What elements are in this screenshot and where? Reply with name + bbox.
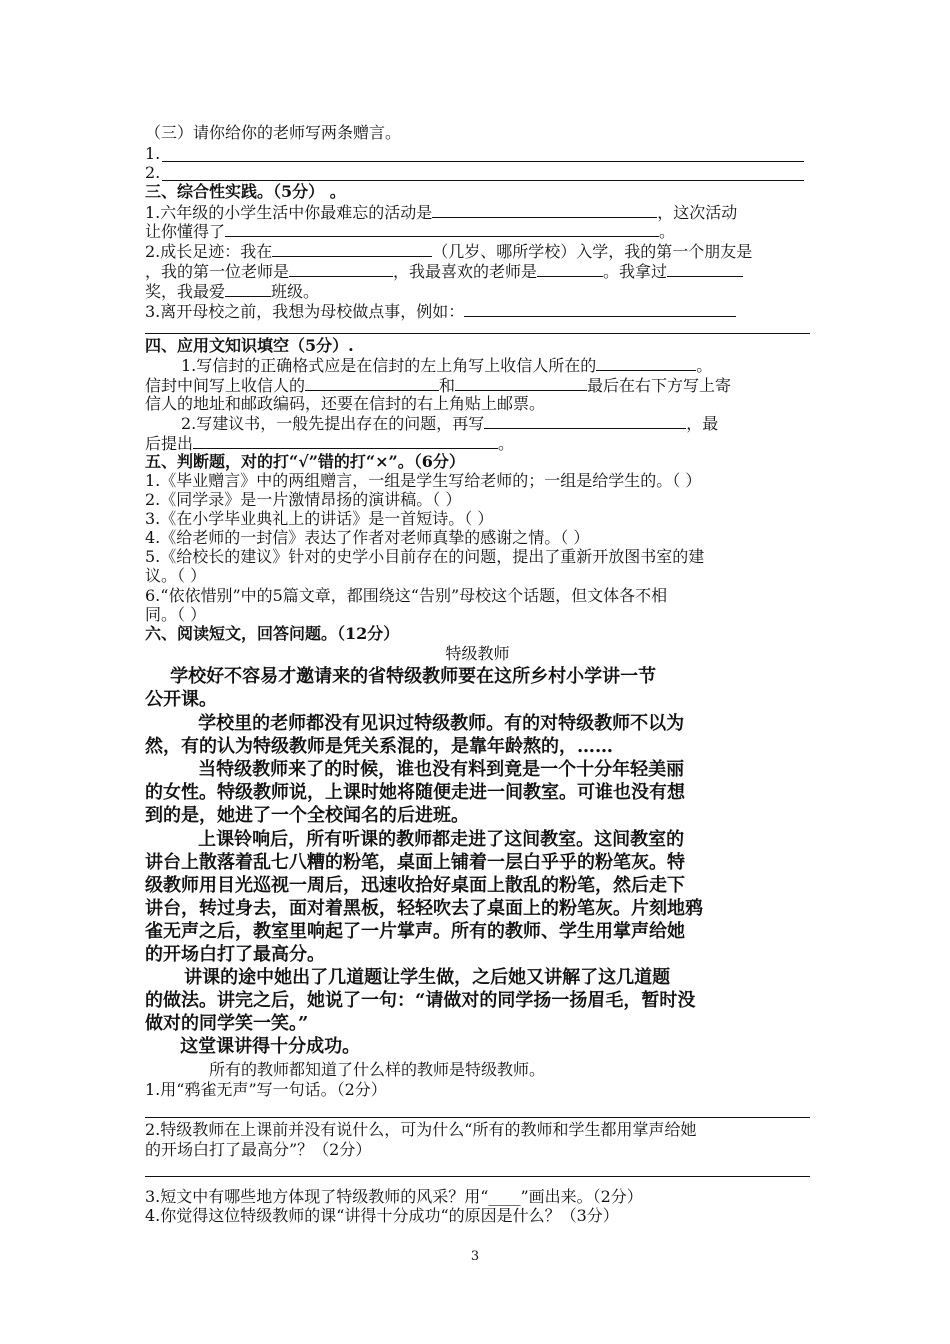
fill-blank <box>225 281 271 297</box>
fill-blank <box>305 375 439 391</box>
fill-blank <box>464 301 736 317</box>
item-number: 1. <box>145 144 161 163</box>
blank-line <box>145 1176 810 1177</box>
fill-blank <box>193 433 498 449</box>
practice-line: 让你懂得了 。 <box>145 222 676 241</box>
judge-item: 议。（ ） <box>145 566 207 585</box>
letter-line: 1.写信封的正确格式应是在信封的左上角写上收信人所在的 。 <box>181 356 713 375</box>
blank-line <box>145 333 810 334</box>
blank-line <box>162 180 804 181</box>
reading-question: 的开场白打了最高分”？（2分） <box>145 1140 372 1159</box>
blank-line <box>145 1117 810 1118</box>
fill-blank <box>225 221 659 237</box>
story-line: 的女性。特级教师说，上课时她将随便走进一间教室。可谁也没有想 <box>145 782 685 803</box>
story-line: 做对的同学笑一笑。” <box>145 1013 309 1034</box>
practice-line: 1.六年级的小学生活中你最难忘的活动是 ，这次活动 <box>145 203 738 222</box>
item-number: 2. <box>145 163 161 182</box>
judge-item: 1.《毕业赠言》中的两组赠言，一组是学生写给老师的；一组是给学生的。（ ） <box>145 471 702 490</box>
story-line: 所有的教师都知道了什么样的教师是特级教师。 <box>209 1060 546 1079</box>
reading-question: 4.你觉得这位特级教师的课“讲得十分成功“的原因是什么？（3分） <box>145 1206 619 1225</box>
judge-item: 5.《给校长的建议》针对的史学小目前存在的问题，提出了重新开放图书室的建 <box>145 547 705 566</box>
story-line: 当特级教师来了的时候，谁也没有料到竟是一个十分年轻美丽 <box>173 759 685 780</box>
section-heading: 六、阅读短文，回答问题。（12分） <box>145 624 400 643</box>
section-heading: 三、综合性实践。（5分） 。 <box>145 182 346 201</box>
blank-line <box>162 161 804 162</box>
story-line: 学校里的老师都没有见识过特级教师。有的对特级教师不以为 <box>173 713 685 734</box>
story-line: 公开课。 <box>145 689 217 710</box>
story-line: 学校好不容易才邀请来的省特级教师要在这所乡村小学讲一节 <box>145 666 657 687</box>
fill-blank <box>289 261 393 277</box>
reading-question: 3.短文中有哪些地方体现了特级教师的风采？用“____”画出来。（2分） <box>145 1187 643 1206</box>
fill-blank <box>484 413 686 429</box>
reading-question: 2.特级教师在上课前并没有说什么，可为什么“所有的教师和学生都用掌声给她 <box>145 1120 697 1139</box>
section-heading: 四、应用文知识填空（5分）. <box>145 336 354 355</box>
fill-blank <box>455 375 587 391</box>
story-line: 讲课的途中她出了几道题让学生做，之后她又讲解了这几道题 <box>159 967 671 988</box>
section-heading: 五、判断题，对的打“√”错的打“×”。（6分） <box>145 452 465 471</box>
practice-line: ，我的第一位老师是 ，我最喜欢的老师是 。我拿过 <box>145 261 810 282</box>
judge-item: 同。（ ） <box>145 605 207 624</box>
story-line: 然，有的认为特级教师是凭关系混的，是靠年龄熬的，…… <box>145 736 613 757</box>
fill-blank <box>667 261 743 277</box>
fill-blank <box>432 202 657 218</box>
practice-line: 奖，我最爱 班级。 <box>145 282 320 301</box>
practice-line: 3.离开母校之前，我想为母校做点事，例如： <box>145 301 810 322</box>
story-line: 到的是，她进了一个全校闻名的后进班。 <box>145 805 469 826</box>
story-title: 特级教师 <box>445 644 510 663</box>
story-line: 的开场白打了最高分。 <box>145 944 325 965</box>
story-line: 雀无声之后，教室里响起了一片掌声。所有的教师、学生用掌声给她 <box>145 921 685 942</box>
letter-line: 后提出 。 <box>145 434 515 453</box>
story-line: 上课铃响后，所有听课的教师都走进了这间教室。这间教室的 <box>173 829 685 850</box>
judge-item: 2.《同学录》是一片激情昂扬的演讲稿。（ ） <box>145 490 462 509</box>
reading-question: 1.用“鸦雀无声”写一句话。（2分） <box>145 1080 387 1099</box>
letter-line: 信人的地址和邮政编码，还要在信封的右上角贴上邮票。 <box>145 394 546 413</box>
question-text: （三）请你给你的老师写两条赠言。 <box>145 123 402 142</box>
fill-blank <box>596 355 696 371</box>
fill-blank <box>537 261 603 277</box>
judge-item: 4.《给老师的一封信》表达了作者对老师真挚的感谢之情。（ ） <box>145 528 590 547</box>
story-line: 的做法。讲完之后，她说了一句：“请做对的同学扬一扬眉毛，暂时没 <box>145 990 696 1011</box>
story-line: 讲台，转过身去，面对着黑板，轻轻吹去了桌面上的粉笔灰。片刻地鸦 <box>145 898 703 919</box>
story-line: 这堂课讲得十分成功。 <box>155 1036 361 1057</box>
story-line: 讲台上散落着乱七八糟的粉笔，桌面上铺着一层白乎乎的粉笔灰。特 <box>145 852 685 873</box>
judge-item: 3.《在小学毕业典礼上的讲话》是一首短诗。（ ） <box>145 509 494 528</box>
story-line: 级教师用目光巡视一周后，迅速收拾好桌面上散乱的粉笔，然后走下 <box>145 875 685 896</box>
letter-line: 信封中间写上收信人的 和 最后在右下方写上寄 <box>145 376 732 395</box>
page-number: 3 <box>470 1249 480 1264</box>
practice-line: 2.成长足迹：我在 （几岁、哪所学校）入学，我的第一个朋友是 <box>145 242 753 261</box>
letter-line: 2.写建议书，一般先提出存在的问题，再写 ，最 <box>181 414 719 433</box>
fill-blank <box>272 241 432 257</box>
judge-item: 6.“依依惜别”中的5篇文章，都围绕这“告别”母校这个话题，但文体各不相 <box>145 586 668 605</box>
gift-words-question <box>145 123 810 143</box>
